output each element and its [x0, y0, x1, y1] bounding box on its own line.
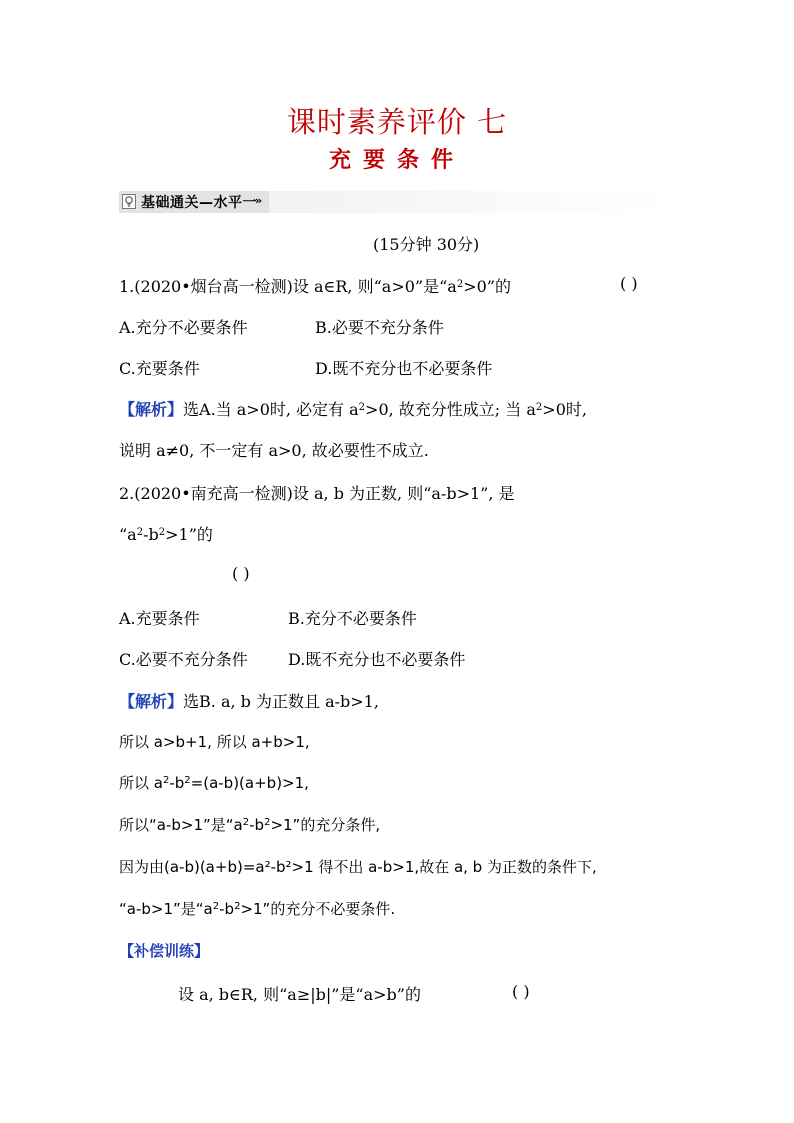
q1-analysis-line-1: 【解析】选A.当 a>0时, 必定有 $a^2>0$, 故充分性成立; 当 $a^2>0$时,: [119, 400, 587, 419]
analysis-label: 【解析】: [119, 692, 184, 711]
double-arrow-icon: »: [255, 194, 263, 207]
q2-analysis-line-6: “a-b>1”是“$a^2-b^2>1$”的充分不必要条件.: [119, 900, 396, 918]
q2-analysis-line-3: 所以 $a^2-b^2=(a-b)(a+b)>1$,: [119, 774, 309, 792]
page-title: 课时素养评价 七: [286, 105, 508, 139]
q2-stem-line-1: 2.(2020•南充高一检测)设 a, b 为正数, 则“a-b>1”, 是: [119, 484, 515, 503]
q1-stem: 1.(2020•烟台高一检测)设 a∈R, 则“a>0”是“$a^2>0$”的: [119, 277, 511, 296]
q1-option-c: C.充要条件: [119, 359, 200, 378]
q1-option-b: B.必要不充分条件: [315, 318, 444, 337]
q2-option-a: A.充要条件: [119, 609, 200, 628]
q2-stem-line-2: “$a^2-b^2>1$”的: [119, 525, 213, 544]
q2-analysis-line-2: 所以 a>b+1, 所以 a+b>1,: [119, 733, 310, 751]
q2-analysis-line-4: 所以“a-b>1”是“$a^2-b^2>1$”的充分条件,: [119, 816, 381, 834]
q1-option-a: A.充分不必要条件: [119, 318, 248, 337]
lightbulb-icon: [122, 194, 136, 209]
q1-option-d: D.既不充分也不必要条件: [315, 359, 493, 378]
q2-blank: ( ): [232, 564, 250, 583]
q2-option-b: B.充分不必要条件: [288, 609, 417, 628]
analysis-label: 【解析】: [119, 400, 184, 419]
q2-option-d: D.既不充分也不必要条件: [288, 650, 466, 669]
time-score: (15分钟 30分): [373, 235, 480, 254]
q1-analysis-line-2: 说明 a≠0, 不一定有 a>0, 故必要性不成立.: [119, 441, 429, 460]
supplement-label: 【补偿训练】: [119, 942, 210, 960]
section-header: [119, 191, 672, 213]
q1-blank: ( ): [620, 274, 638, 293]
section-label: 基础通关—水平一: [141, 195, 257, 211]
q2-analysis-line-1: 【解析】选B. a, b 为正数且 a-b>1,: [119, 692, 379, 711]
q2-option-c: C.必要不充分条件: [119, 650, 248, 669]
page-subtitle: 充要条件: [328, 147, 465, 173]
supplement-stem: 设 a, b∈R, 则“a≥|b|”是“a>b”的: [178, 985, 421, 1004]
supplement-blank: ( ): [512, 982, 530, 1001]
q2-analysis-line-5: 因为由(a-b)(a+b)=a²-b²>1 得不出 a-b>1,故在 a, b 为正数的条件下,: [119, 858, 597, 876]
